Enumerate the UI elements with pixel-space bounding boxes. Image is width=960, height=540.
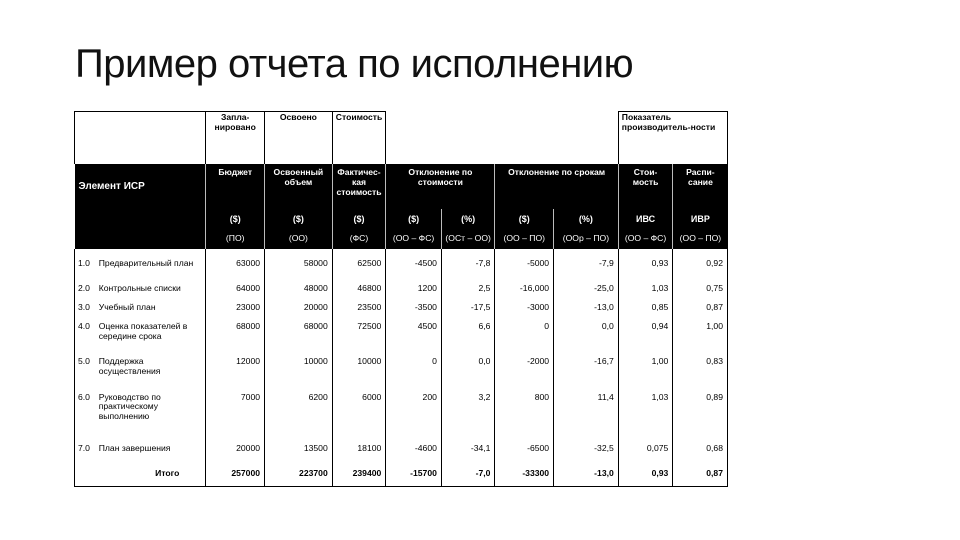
cell-sv-percent: -32,5 <box>554 443 619 462</box>
cell-earned: 58000 <box>265 249 333 283</box>
header-performance: Показатель производитель-ности <box>618 112 727 165</box>
cell-budget: 23000 <box>206 302 265 321</box>
cell-cpi: 0,94 <box>618 321 673 356</box>
total-earned: 223700 <box>265 462 333 487</box>
cell-spi: 0,89 <box>673 392 728 443</box>
cell-earned: 13500 <box>265 443 333 462</box>
performance-report-table-wrapper <box>74 111 728 487</box>
cell-sv-amount: -2000 <box>495 356 554 391</box>
total-row <box>75 462 728 487</box>
cell-cv-amount: -4500 <box>386 249 442 283</box>
units-blank <box>75 209 206 229</box>
formula-cell: (ФС) <box>332 229 386 249</box>
cell-spi: 0,75 <box>673 283 728 302</box>
formula-cell: (ООр – ПО) <box>554 229 619 249</box>
cell-cpi: 1,03 <box>618 392 673 443</box>
table-row <box>75 356 728 391</box>
formula-header-row <box>75 229 728 249</box>
cell-cv-amount: 200 <box>386 392 442 443</box>
cell-cv-percent: 3,2 <box>441 392 495 443</box>
cell-actual: 46800 <box>332 283 386 302</box>
cell-cv-amount: -3500 <box>386 302 442 321</box>
cell-actual: 72500 <box>332 321 386 356</box>
units-header-row <box>75 209 728 229</box>
row-number: 6.0 <box>75 392 97 443</box>
cell-budget: 12000 <box>206 356 265 391</box>
formula-blank <box>75 229 206 249</box>
cell-actual: 18100 <box>332 443 386 462</box>
total-spi: 0,87 <box>673 462 728 487</box>
row-name: Руководство по практическому выполнению <box>97 392 206 443</box>
unit-cell: ($) <box>495 209 554 229</box>
header-schedule-variance: Отклонение по срокам <box>495 164 618 209</box>
table-row <box>75 249 728 283</box>
performance-report-table <box>74 111 728 487</box>
total-label: Итого <box>75 462 206 487</box>
header-wbs-element: Элемент ИСР <box>75 164 206 209</box>
row-name: Предварительный план <box>97 249 206 283</box>
cell-cv-amount: 1200 <box>386 283 442 302</box>
cell-sv-percent: -25,0 <box>554 283 619 302</box>
cell-earned: 48000 <box>265 283 333 302</box>
top-header-blank <box>75 112 206 165</box>
total-budget: 257000 <box>206 462 265 487</box>
cell-cv-amount: -4600 <box>386 443 442 462</box>
cell-sv-amount: 0 <box>495 321 554 356</box>
cell-cpi: 0,85 <box>618 302 673 321</box>
cell-spi: 1,00 <box>673 321 728 356</box>
cell-cpi: 0,93 <box>618 249 673 283</box>
cell-earned: 10000 <box>265 356 333 391</box>
cell-cv-percent: 6,6 <box>441 321 495 356</box>
formula-cell: (ОО – ФС) <box>386 229 442 249</box>
cell-sv-percent: -13,0 <box>554 302 619 321</box>
row-number: 1.0 <box>75 249 97 283</box>
cell-cv-percent: -34,1 <box>441 443 495 462</box>
cell-sv-amount: -5000 <box>495 249 554 283</box>
row-number: 2.0 <box>75 283 97 302</box>
total-actual: 239400 <box>332 462 386 487</box>
cell-sv-amount: 800 <box>495 392 554 443</box>
cell-earned: 68000 <box>265 321 333 356</box>
cell-sv-amount: -3000 <box>495 302 554 321</box>
cell-cv-percent: -7,8 <box>441 249 495 283</box>
cell-cv-amount: 0 <box>386 356 442 391</box>
cell-spi: 0,92 <box>673 249 728 283</box>
main-header-row <box>75 164 728 209</box>
unit-cell: ($) <box>332 209 386 229</box>
cell-spi: 0,83 <box>673 356 728 391</box>
formula-cell: (ОСт – ОО) <box>441 229 495 249</box>
top-header-gap <box>386 112 618 165</box>
cell-sv-percent: -16,7 <box>554 356 619 391</box>
unit-cell: ИВС <box>618 209 673 229</box>
header-cpi: Стои-мость <box>618 164 673 209</box>
cell-budget: 63000 <box>206 249 265 283</box>
unit-cell: ($) <box>265 209 333 229</box>
cell-actual: 10000 <box>332 356 386 391</box>
formula-cell: (ОО – ПО) <box>673 229 728 249</box>
header-cost-variance: Отклонение по стоимости <box>386 164 495 209</box>
cell-cpi: 0,075 <box>618 443 673 462</box>
header-spi: Распи-сание <box>673 164 728 209</box>
unit-cell: (%) <box>554 209 619 229</box>
total-cv-percent: -7,0 <box>441 462 495 487</box>
formula-cell: (ОО – ФС) <box>618 229 673 249</box>
formula-cell: (ОО – ПО) <box>495 229 554 249</box>
unit-cell: ИВР <box>673 209 728 229</box>
header-actual-cost: Фактичес-кая стоимость <box>332 164 386 209</box>
cell-spi: 0,68 <box>673 443 728 462</box>
cell-budget: 20000 <box>206 443 265 462</box>
cell-actual: 6000 <box>332 392 386 443</box>
table-row <box>75 302 728 321</box>
unit-cell: ($) <box>386 209 442 229</box>
cell-cpi: 1,03 <box>618 283 673 302</box>
cell-spi: 0,87 <box>673 302 728 321</box>
cell-actual: 23500 <box>332 302 386 321</box>
row-number: 5.0 <box>75 356 97 391</box>
cell-sv-percent: 11,4 <box>554 392 619 443</box>
cell-actual: 62500 <box>332 249 386 283</box>
cell-earned: 6200 <box>265 392 333 443</box>
cell-sv-percent: -7,9 <box>554 249 619 283</box>
total-sv-percent: -13,0 <box>554 462 619 487</box>
cell-cv-amount: 4500 <box>386 321 442 356</box>
cell-cpi: 1,00 <box>618 356 673 391</box>
formula-cell: (ПО) <box>206 229 265 249</box>
header-earned-volume: Освоенный объем <box>265 164 333 209</box>
top-header-row <box>75 112 728 165</box>
unit-cell: (%) <box>441 209 495 229</box>
cell-budget: 64000 <box>206 283 265 302</box>
table-row <box>75 283 728 302</box>
row-name: Контрольные списки <box>97 283 206 302</box>
header-budget: Бюджет <box>206 164 265 209</box>
cell-budget: 68000 <box>206 321 265 356</box>
table-row <box>75 321 728 356</box>
slide-title: Пример отчета по исполнению <box>75 42 634 86</box>
header-cost: Стоимость <box>332 112 386 165</box>
cell-earned: 20000 <box>265 302 333 321</box>
unit-cell: ($) <box>206 209 265 229</box>
row-name: Поддержка осуществления <box>97 356 206 391</box>
table-row <box>75 392 728 443</box>
cell-budget: 7000 <box>206 392 265 443</box>
cell-sv-percent: 0,0 <box>554 321 619 356</box>
row-name: Оценка показателей в середине срока <box>97 321 206 356</box>
header-planned: Запла-нировано <box>206 112 265 165</box>
total-cv-amount: -15700 <box>386 462 442 487</box>
cell-cv-percent: -17,5 <box>441 302 495 321</box>
cell-sv-amount: -6500 <box>495 443 554 462</box>
total-cpi: 0,93 <box>618 462 673 487</box>
row-number: 4.0 <box>75 321 97 356</box>
row-number: 3.0 <box>75 302 97 321</box>
table-row <box>75 443 728 462</box>
cell-cv-percent: 0,0 <box>441 356 495 391</box>
cell-cv-percent: 2,5 <box>441 283 495 302</box>
cell-sv-amount: -16,000 <box>495 283 554 302</box>
row-name: План завершения <box>97 443 206 462</box>
row-name: Учебный план <box>97 302 206 321</box>
formula-cell: (ОО) <box>265 229 333 249</box>
row-number: 7.0 <box>75 443 97 462</box>
total-sv-amount: -33300 <box>495 462 554 487</box>
header-earned: Освоено <box>265 112 333 165</box>
